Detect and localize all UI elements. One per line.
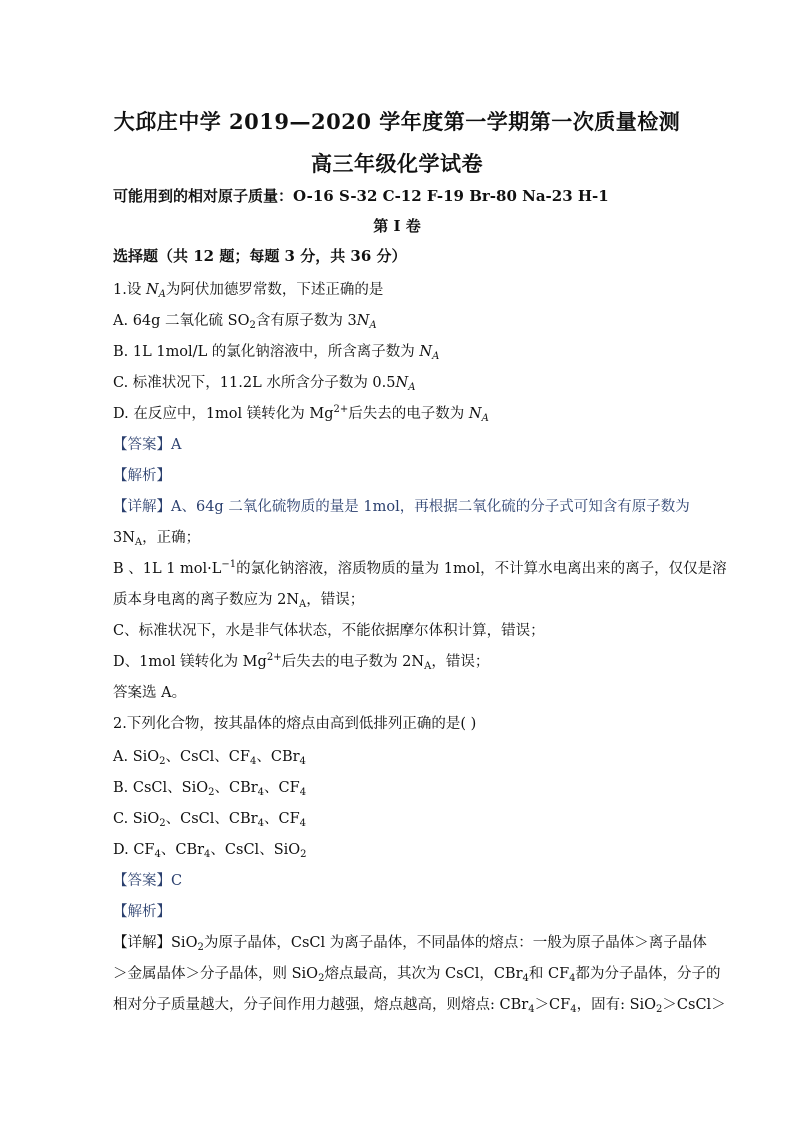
text: 、CsCl、CF [165, 749, 250, 765]
question-2-option-b [113, 778, 694, 798]
symbol-n: N [145, 282, 159, 298]
text: 【详解】A、64g 二氧化硫物质的量是 1mol，再根据二氧化硫的分子式可知含有原子数为 [113, 499, 690, 515]
text: 后失去的电子数为 2N [281, 654, 425, 670]
text: 含有原子数为 3 [255, 313, 357, 329]
question-1-option-b [113, 342, 694, 362]
text: 的氯化钠溶液，溶质物质的量为 1mol，不计算水电离出来的离子，仅仅是溶 [236, 561, 727, 577]
question-2-detail-line-3 [113, 995, 726, 1015]
text: 、CsCl、CBr [165, 811, 258, 827]
symbol-n: N [356, 313, 370, 329]
text: 都为分子晶体，分子的 [575, 966, 721, 982]
subscript: 2 [318, 973, 325, 984]
text: 相对分子质量越大，分子间作用力越强，熔点越高，则熔点: CBr [113, 997, 529, 1013]
subscript: A [158, 289, 166, 300]
superscript: −1 [221, 559, 237, 570]
symbol-n: N [468, 406, 482, 422]
text: B 、1L 1 mol·L [113, 561, 222, 577]
question-2-stem: 2.下列化合物，按其晶体的熔点由高到低排列正确的是( ) [113, 716, 477, 732]
subscript: 4 [257, 787, 265, 798]
question-2-detail-line-2 [113, 964, 721, 984]
subscript: 2 [208, 787, 215, 798]
text: B. 1L 1mol/L 的氯化钠溶液中，所含离子数为 [113, 344, 420, 360]
text: ，错误； [306, 592, 365, 608]
subscript: 2 [249, 320, 256, 331]
superscript: 2+ [333, 404, 349, 415]
text: 质本身电离的离子数应为 2N [113, 592, 300, 608]
answer-label: 【答案】 [113, 873, 171, 889]
question-1-stem [113, 280, 694, 300]
subscript: A [369, 320, 377, 331]
text: C. SiO [113, 811, 160, 827]
question-2-option-a [113, 747, 694, 767]
text: 为原子晶体，CsCl 为离子晶体，不同晶体的熔点：一般为原子晶体＞离子晶体 [203, 935, 707, 951]
subscript: A [432, 351, 440, 362]
question-1-detail-line-3 [113, 559, 727, 579]
text: 、CsCl、SiO [210, 842, 301, 858]
text: 和 CF [528, 966, 570, 982]
subscript: 4 [204, 849, 211, 860]
question-1-answer [113, 435, 694, 455]
subscript: 4 [569, 973, 576, 984]
subscript: 4 [257, 818, 264, 829]
answer-label: 【答案】 [113, 437, 171, 453]
question-1-detail-line-4 [113, 590, 694, 610]
subscript: A [408, 382, 416, 393]
section-title: 第 I 卷 [373, 217, 421, 235]
text: 后失去的电子数为 [348, 406, 469, 422]
text: C. 标准状况下，11.2L 水所含分子数为 0.5 [113, 375, 396, 391]
question-1-analysis-label: 【解析】 [113, 468, 171, 484]
text: 3N [113, 530, 135, 546]
exam-title: 大邱庄中学 2019—2020 学年度第一学期第一次质量检测 [113, 109, 681, 134]
subscript: 2 [300, 849, 307, 860]
subscript: A [134, 537, 143, 548]
subscript: 2 [159, 818, 166, 829]
text: 、CF [263, 811, 300, 827]
question-1-option-d [113, 404, 694, 424]
text: A. 64g 二氧化硫 SO [113, 313, 250, 329]
answer-value: C [171, 873, 183, 889]
subscript: A [424, 661, 432, 672]
question-1-detail-line-2 [113, 528, 694, 548]
question-2-detail [113, 933, 707, 953]
subscript: 4 [522, 973, 529, 984]
subscript: 4 [249, 756, 257, 767]
subscript: 2 [197, 942, 204, 953]
text: 【详解】SiO [113, 935, 198, 951]
atomic-masses: 可能用到的相对原子质量：O-16 S-32 C-12 F-19 Br-80 Na-23 H-1 [113, 187, 609, 205]
text: 1.设 [113, 282, 146, 298]
text: D. CF [113, 842, 155, 858]
section-description: 选择题（共 12 题；每题 3 分，共 36 分） [113, 247, 407, 265]
question-1-detail-line-6 [113, 652, 694, 672]
subscript: 2 [656, 1004, 663, 1015]
question-2-option-d [113, 840, 694, 860]
text: D、1mol 镁转化为 Mg [113, 654, 267, 670]
text: 、CF [264, 780, 300, 796]
text: D. 在反应中，1mol 镁转化为 Mg [113, 406, 334, 422]
text: ＞CF [534, 997, 571, 1013]
text: ＞金属晶体＞分子晶体，则 SiO [113, 966, 319, 982]
text: 、CBr [160, 842, 205, 858]
exam-subtitle: 高三年级化学试卷 [311, 151, 483, 176]
subscript: 4 [299, 787, 307, 798]
symbol-n: N [395, 375, 409, 391]
symbol-n: N [419, 344, 433, 360]
text: ，错误； [431, 654, 490, 670]
question-2-analysis-label: 【解析】 [113, 904, 171, 920]
question-2-answer [113, 871, 694, 891]
subscript: 2 [159, 756, 166, 767]
text: ，正确； [142, 530, 201, 546]
question-1-detail [113, 497, 694, 517]
text: 、CBr [256, 749, 300, 765]
question-1-conclusion: 答案选 A。 [113, 685, 187, 701]
text: ，固有: SiO [576, 997, 657, 1013]
text: 、CBr [214, 780, 258, 796]
subscript: 4 [154, 849, 161, 860]
subscript: 4 [299, 756, 306, 767]
subscript: 4 [299, 818, 306, 829]
text: B. CsCl、SiO [113, 780, 209, 796]
question-1-option-c [113, 373, 694, 393]
text: ＞CsCl＞ [662, 997, 726, 1013]
subscript: 4 [570, 1004, 577, 1015]
subscript: A [299, 599, 307, 610]
subscript: A [481, 413, 489, 424]
question-1-detail-line-5: C、标准状况下，水是非气体状态，不能依据摩尔体积计算，错误； [113, 623, 545, 639]
text: A. SiO [113, 749, 160, 765]
text: 熔点最高，其次为 CsCl，CBr [324, 966, 523, 982]
text: 为阿伏加德罗常数，下述正确的是 [165, 282, 384, 298]
superscript: 2+ [266, 652, 282, 663]
question-2-option-c [113, 809, 694, 829]
answer-value: A [171, 437, 182, 453]
question-1-option-a [113, 311, 694, 331]
subscript: 4 [528, 1004, 535, 1015]
